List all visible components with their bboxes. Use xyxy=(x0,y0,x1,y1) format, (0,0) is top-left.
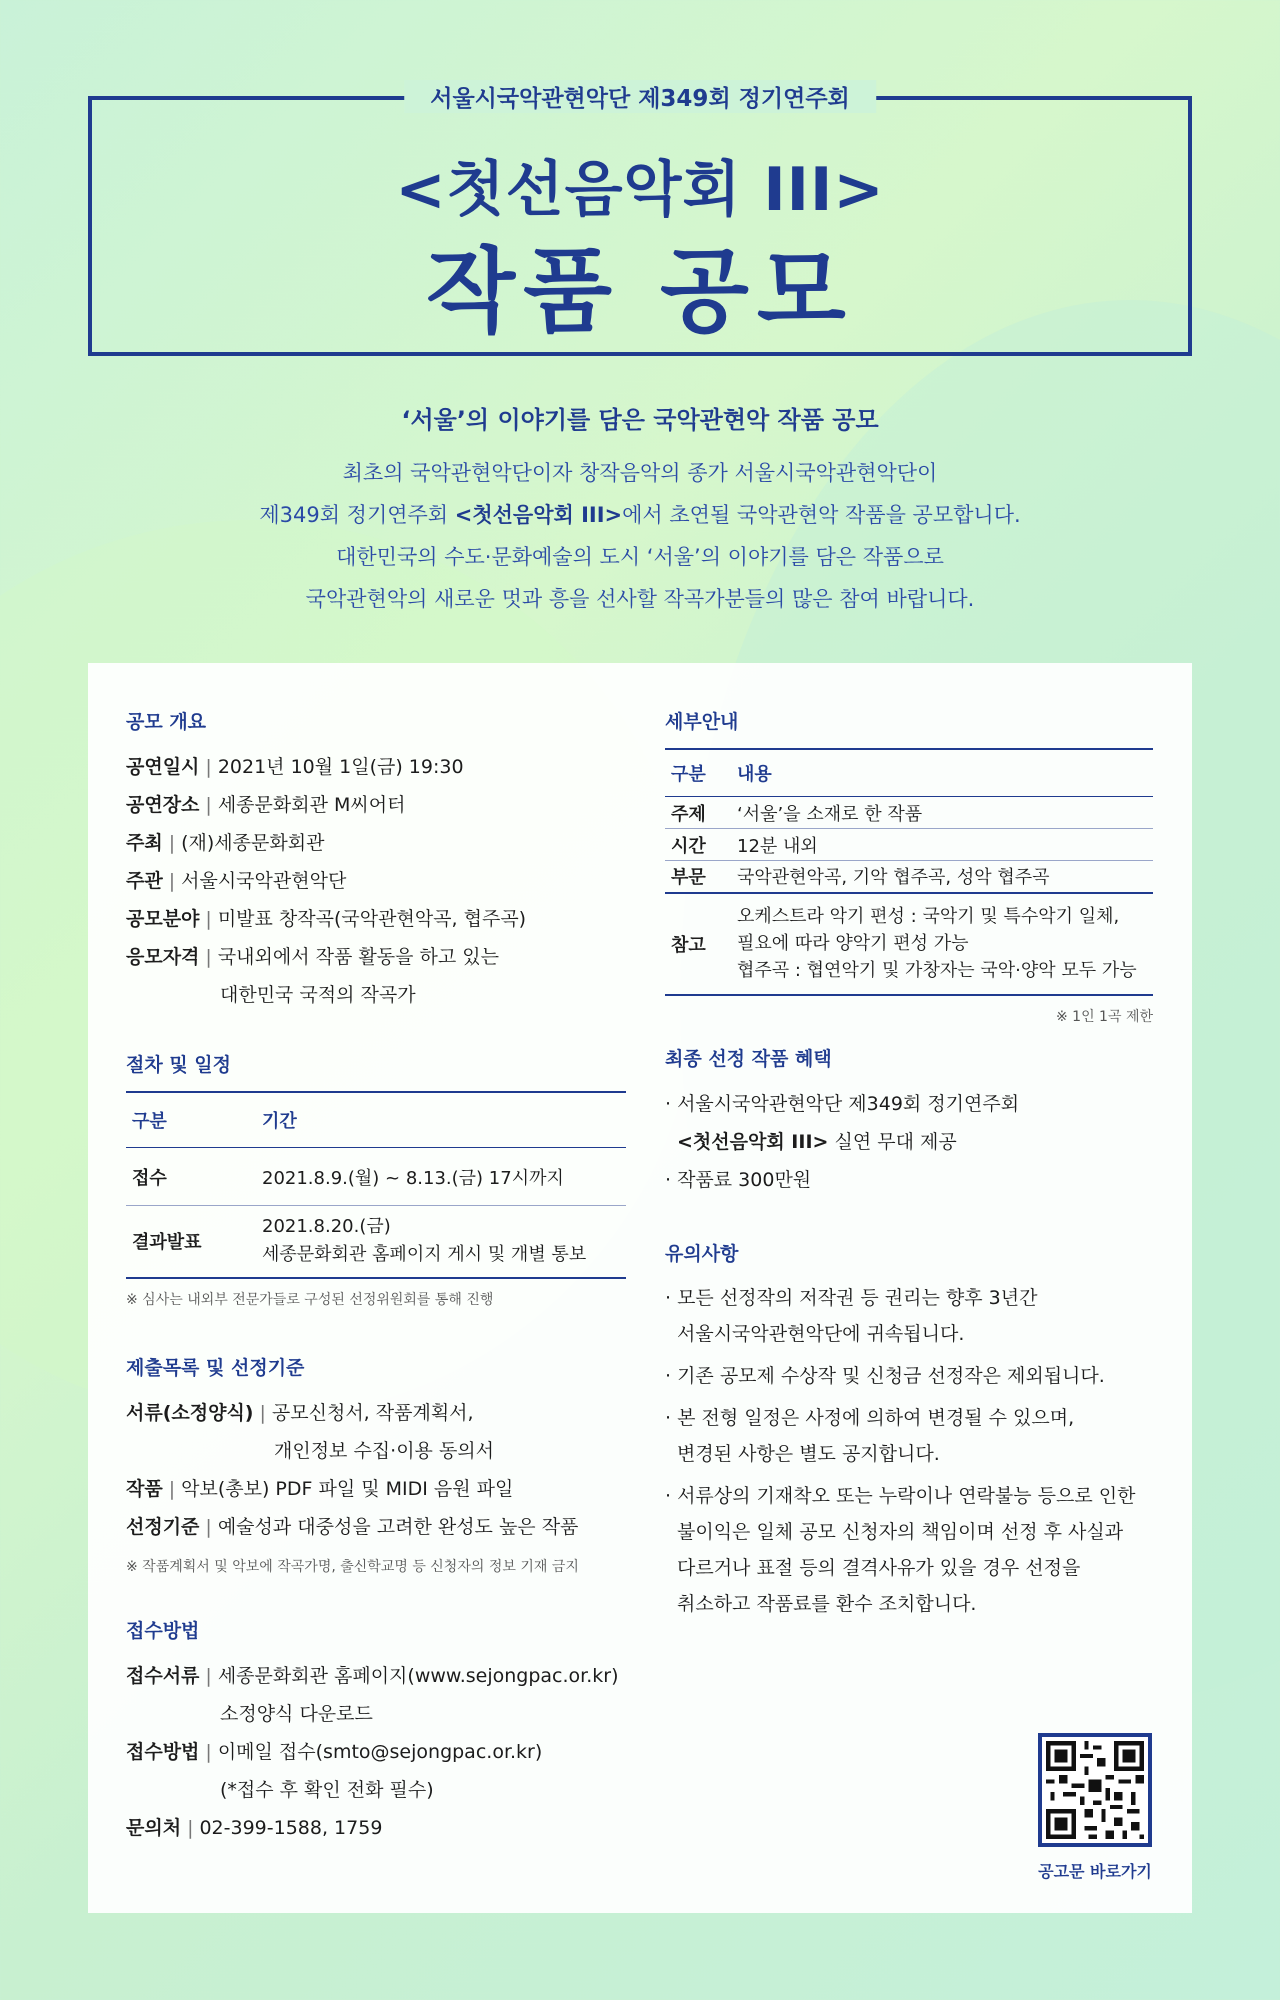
method-row: 접수서류 | 세종문화회관 홈페이지(www.sejongpac.or.kr) xyxy=(126,1664,619,1687)
submission-row: 작품 | 악보(총보) PDF 파일 및 MIDI 음원 파일 xyxy=(126,1477,514,1500)
qr-code-icon[interactable] xyxy=(1038,1733,1152,1847)
submission-row: 서류(소정양식) | 공모신청서, 작품계획서, xyxy=(126,1401,474,1424)
list-item: · 본 전형 일정은 사정에 의하여 변경될 수 있으며, xyxy=(665,1406,1075,1429)
table-cell: 접수 xyxy=(126,1148,256,1206)
table-row xyxy=(126,1206,626,1278)
info-panel xyxy=(88,663,1192,1913)
details-note: ※ 1인 1곡 제한 xyxy=(1056,1008,1153,1025)
list-item: · 서류상의 기재착오 또는 누락이나 연락불능 등으로 인한 xyxy=(665,1484,1136,1507)
table-cell: 2021.8.20.(금) 세종문화회관 홈페이지 게시 및 개별 통보 xyxy=(256,1206,626,1278)
table-cell: 참고 xyxy=(665,893,731,995)
benefit-list xyxy=(665,1085,1153,1199)
overview-list xyxy=(126,748,626,976)
method-row: 문의처 | 02-399-1588, 1759 xyxy=(126,1816,383,1839)
table-cell: 결과발표 xyxy=(126,1206,256,1278)
overview-row: 주관 | 서울시국악관현악단 xyxy=(126,870,347,892)
table-cell: 주제 xyxy=(665,797,731,829)
section-title-caution: 유의사항 xyxy=(665,1242,739,1265)
list-item: · 모든 선정작의 저작권 등 권리는 향후 3년간 xyxy=(665,1286,1038,1309)
table-cell: 2021.8.9.(월) ~ 8.13.(금) 17시까지 xyxy=(256,1148,626,1206)
method-row-cont: (*접수 후 확인 전화 필수) xyxy=(220,1778,434,1801)
details-table xyxy=(665,748,1153,996)
section-title-method: 접수방법 xyxy=(126,1619,200,1642)
table-cell: 시간 xyxy=(665,829,731,861)
list-item: 다르거나 표절 등의 결격사유가 있을 경우 선정을 xyxy=(677,1556,1081,1579)
section-title-overview: 공모 개요 xyxy=(126,711,207,733)
list-item: · 작품료 300만원 xyxy=(665,1168,812,1191)
list-item: <첫선음악회 III> 실연 무대 제공 xyxy=(677,1130,957,1153)
table-cell: 부문 xyxy=(665,861,731,893)
table-cell: 국악관현악곡, 기악 협주곡, 성악 협주곡 xyxy=(731,861,1153,893)
table-row xyxy=(665,797,1153,829)
overview-row: 공연장소 | 세종문화회관 M씨어터 xyxy=(126,794,406,816)
header-title-concert: <첫선음악회 III> xyxy=(395,155,885,225)
table-header: 구분 xyxy=(665,749,731,797)
table-header: 기간 xyxy=(256,1092,626,1148)
table-row xyxy=(665,861,1153,893)
table-row xyxy=(665,893,1153,995)
right-column xyxy=(665,707,1153,1622)
section-title-submission: 제출목록 및 선정기준 xyxy=(126,1356,305,1379)
intro-text xyxy=(0,452,1280,620)
lead-heading: ‘서울’의 이야기를 담은 국악관현악 작품 공모 xyxy=(401,406,879,434)
list-item: 서울시국악관현악단에 귀속됩니다. xyxy=(677,1322,965,1345)
submission-row-cont: 개인정보 수집·이용 동의서 xyxy=(274,1439,495,1462)
intro-line: 제349회 정기연주회 <첫선음악회 III>에서 초연될 국악관현악 작품을 공모합니다. xyxy=(259,503,1021,527)
list-item: · 기존 공모제 수상작 및 신청금 선정작은 제외됩니다. xyxy=(665,1364,1105,1387)
qr-link[interactable] xyxy=(1033,1733,1157,1882)
section-title-schedule: 절차 및 일정 xyxy=(126,1054,231,1076)
table-cell: 오케스트라 악기 편성 : 국악기 및 특수악기 일체, 필요에 따라 양악기 편성 가능 협주곡 : 협연악기 및 가창자는 국악·양악 모두 가능 xyxy=(731,893,1153,995)
overview-row: 응모자격 | 국내외에서 작품 활동을 하고 있는 xyxy=(126,946,499,968)
table-row xyxy=(126,1148,626,1206)
left-column xyxy=(126,707,626,1847)
intro-line: 최초의 국악관현악단이자 창작음악의 종가 서울시국악관현악단이 xyxy=(342,461,938,485)
section-title-details: 세부안내 xyxy=(665,711,739,733)
table-header: 내용 xyxy=(731,749,1153,797)
table-cell: 12분 내외 xyxy=(731,829,1153,861)
header-subtitle: 서울시국악관현악단 제349회 정기연주회 xyxy=(404,80,876,113)
schedule-note: ※ 심사는 내외부 전문가들로 구성된 선정위원회를 통해 진행 xyxy=(126,1291,494,1308)
list-item: 변경된 사항은 별도 공지합니다. xyxy=(677,1442,940,1465)
list-item: · 서울시국악관현악단 제349회 정기연주회 xyxy=(665,1092,1020,1115)
method-row-cont: 소정양식 다운로드 xyxy=(220,1702,373,1725)
section-title-benefit: 최종 선정 작품 혜택 xyxy=(665,1047,832,1070)
qr-label[interactable]: 공고문 바로가기 xyxy=(1038,1862,1152,1881)
table-row xyxy=(665,829,1153,861)
overview-row: 공연일시 | 2021년 10월 1일(금) 19:30 xyxy=(126,756,464,778)
method-row: 접수방법 | 이메일 접수(smto@sejongpac.or.kr) xyxy=(126,1740,543,1763)
caution-list xyxy=(665,1280,1153,1622)
list-item: 불이익은 일체 공모 신청자의 책임이며 선정 후 사실과 xyxy=(677,1520,1124,1543)
overview-row: 공모분야 | 미발표 창작곡(국악관현악곡, 협주곡) xyxy=(126,908,527,930)
submission-row: 선정기준 | 예술성과 대중성을 고려한 완성도 높은 작품 xyxy=(126,1515,579,1538)
overview-qual-cont: 대한민국 국적의 작곡가 xyxy=(220,984,416,1006)
overview-row: 주최 | (재)세종문화회관 xyxy=(126,832,325,854)
intro-line: 국악관현악의 새로운 멋과 흥을 선사할 작곡가분들의 많은 참여 바랍니다. xyxy=(305,587,975,611)
table-header: 구분 xyxy=(126,1092,256,1148)
intro-line: 대한민국의 수도·문화예술의 도시 ‘서울’의 이야기를 담은 작품으로 xyxy=(336,545,944,569)
table-cell: ‘서울’을 소재로 한 작품 xyxy=(731,797,1153,829)
list-item: 취소하고 작품료를 환수 조치합니다. xyxy=(677,1592,977,1615)
schedule-table xyxy=(126,1091,626,1279)
header-title-main: 작품 공모 xyxy=(426,238,854,345)
submission-note: ※ 작품계획서 및 악보에 작곡가명, 출신학교명 등 신청자의 정보 기재 금지 xyxy=(126,1558,579,1575)
